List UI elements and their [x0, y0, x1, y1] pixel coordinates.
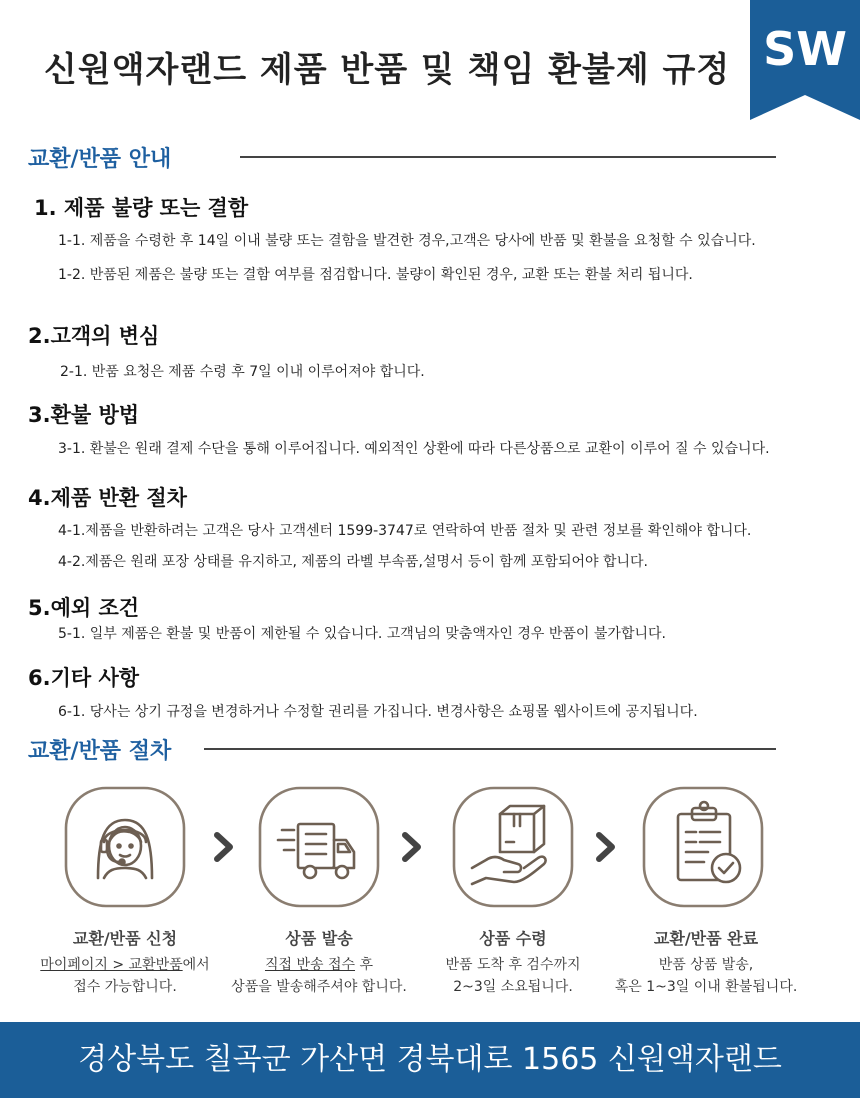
clipboard-check-icon: [642, 786, 764, 908]
section-title-guide: 교환/반품 안내: [28, 147, 172, 172]
step-2-title: 상품 발송: [285, 929, 353, 948]
step-2-link[interactable]: 직접 반송 접수: [264, 957, 356, 973]
brand-badge: [750, 0, 860, 120]
step-3-text: [445, 928, 580, 998]
footer-address: 경상북도 칠곡군 가산면 경북대로 1565 신원액자랜드: [78, 1042, 782, 1077]
rule-item-4-1: 4-1.제품을 반환하려는 고객은 당사 고객센터 1599-3747로 연락하여 반품 절차 및 관련 정보를 확인해야 합니다.: [58, 523, 752, 539]
chevron-right-icon: [400, 830, 424, 864]
delivery-truck-icon: [258, 786, 380, 908]
rule-item-5-1: 5-1. 일부 제품은 환불 및 반품이 제한될 수 있습니다. 고객님의 맞춤액자인 경우 반품이 불가합니다.: [58, 626, 666, 642]
section-title-process: 교환/반품 절차: [28, 739, 172, 764]
step-arrow-2: [400, 830, 424, 864]
step-4-title: 교환/반품 완료: [653, 929, 759, 948]
step-1-icon-frame: [64, 786, 186, 908]
step-4-text: [615, 928, 798, 998]
step-arrow-1: [212, 830, 236, 864]
rule-heading-4: 4.제품 반환 절차: [28, 486, 187, 510]
box-in-hand-icon: [452, 786, 574, 908]
rule-item-1-1: 1-1. 제품을 수령한 후 14일 이내 불량 또는 결함을 발견한 경우,고객은 당사에 반품 및 환불을 요청할 수 있습니다.: [58, 233, 756, 249]
step-2-line1: 후: [355, 957, 374, 973]
step-3-line2: 2~3일 소요됩니다.: [453, 979, 573, 995]
step-3-icon-frame: [452, 786, 574, 908]
step-1-line1: 에서: [182, 957, 210, 973]
rule-item-4-2: 4-2.제품은 원래 포장 상태를 유지하고, 제품의 라벨 부속품,설명서 등이 함께 포함되어야 합니다.: [58, 554, 649, 570]
step-1-title: 교환/반품 신청: [72, 929, 178, 948]
chevron-right-icon: [594, 830, 618, 864]
step-arrow-3: [594, 830, 618, 864]
section-divider: [204, 748, 776, 750]
rule-heading-2: 2.고객의 변심: [28, 324, 160, 348]
rule-item-2-1: 2-1. 반품 요청은 제품 수령 후 7일 이내 이루어져야 합니다.: [60, 364, 425, 380]
step-1-link[interactable]: 마이페이지 > 교환반품: [40, 957, 183, 973]
rule-heading-5: 5.예외 조건: [28, 596, 140, 620]
step-4-line2: 혹은 1~3일 이내 환불됩니다.: [614, 979, 798, 995]
page-title: 신원액자랜드 제품 반품 및 책임 환불제 규정: [44, 50, 731, 90]
chevron-right-icon: [212, 830, 236, 864]
section-divider: [240, 156, 776, 158]
step-1-text: [40, 928, 209, 998]
step-3-title: 상품 수령: [479, 929, 547, 948]
rule-heading-6: 6.기타 사항: [28, 666, 140, 690]
step-4-icon-frame: [642, 786, 764, 908]
rule-heading-1: 1. 제품 불량 또는 결함: [34, 196, 249, 220]
step-2-text: [231, 928, 407, 998]
step-2-icon-frame: [258, 786, 380, 908]
step-4-line1: 반품 상품 발송,: [658, 957, 754, 973]
step-3-line1: 반품 도착 후 검수까지: [445, 957, 581, 973]
step-2-line2: 상품을 발송해주셔야 합니다.: [231, 979, 407, 995]
brand-badge-text: SW: [763, 22, 847, 76]
rule-item-1-2: 1-2. 반품된 제품은 불량 또는 결함 여부를 점검합니다. 불량이 확인된 경우, 교환 또는 환불 처리 됩니다.: [58, 267, 693, 283]
headset-agent-icon: [64, 786, 186, 908]
rule-item-6-1: 6-1. 당사는 상기 규정을 변경하거나 수정할 권리를 가집니다. 변경사항은 쇼핑몰 웹사이트에 공지됩니다.: [58, 704, 698, 720]
step-1-line2: 접수 가능합니다.: [73, 979, 177, 995]
rule-item-3-1: 3-1. 환불은 원래 결제 수단을 통해 이루어집니다. 예외적인 상환에 따라 다른상품으로 교환이 이루어 질 수 있습니다.: [58, 441, 770, 457]
rule-heading-3: 3.환불 방법: [28, 403, 140, 427]
